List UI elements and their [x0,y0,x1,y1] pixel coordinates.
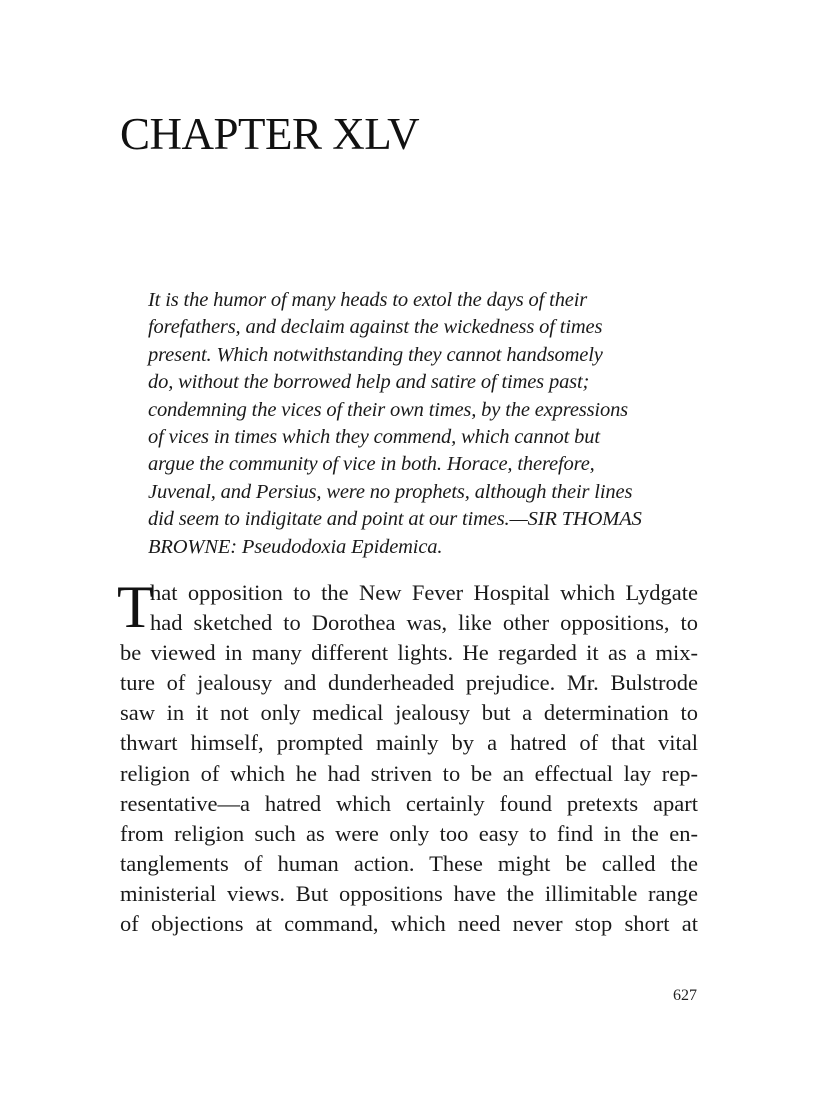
body-line: thwart himself, prompted mainly by a hatred of that vital [120,730,698,756]
body-line: from religion such as were only too easy to find in the en- [120,820,698,846]
body-line: tanglements of human action. These might be called the [120,850,698,876]
drop-cap: T [117,574,154,640]
body-line: of objections at command, which need never stop short at [120,911,698,937]
body-line: ministerial views. But oppositions have the illimitable range [120,880,698,906]
body-line: ture of jealousy and dunderheaded prejudice. Mr. Bulstrode [120,670,698,696]
page-number: 627 [673,987,697,1004]
chapter-title: CHAPTER XLV [120,109,420,159]
epigraph-line: present. Which notwithstanding they cannot handsomely [148,343,603,366]
body-line: be viewed in many different lights. He regarded it as a mix- [120,640,698,666]
epigraph-line: It is the humor of many heads to extol the days of their [148,289,588,311]
epigraph-line: did seem to indigitate and point at our times.—SIR THOMAS [148,508,642,531]
epigraph-line: condemning the vices of their own times, by the expressions [148,398,629,421]
body-paragraph [117,574,698,939]
epigraph [148,287,708,561]
body-line: saw in it not only medical jealousy but a determination to [120,700,698,726]
epigraph-line: forefathers, and declaim against the wickedness of times [148,316,603,339]
epigraph-line: do, without the borrowed help and satire of times past; [148,371,590,394]
body-line: resentative—a hatred which certainly found pretexts apart [120,790,698,816]
body-line: had sketched to Dorothea was, like other oppositions, to [150,610,698,636]
epigraph-line: Juvenal, and Persius, were no prophets, although their lines [148,480,633,503]
epigraph-line: BROWNE: Pseudodoxia Epidemica. [148,535,443,558]
epigraph-line: of vices in times which they commend, which cannot but [148,426,600,449]
body-line: hat opposition to the New Fever Hospital which Lydgate [150,580,698,605]
body-line: religion of which he had striven to be an effectual lay rep- [120,760,698,786]
epigraph-line: argue the community of vice in both. Horace, therefore, [148,453,595,476]
